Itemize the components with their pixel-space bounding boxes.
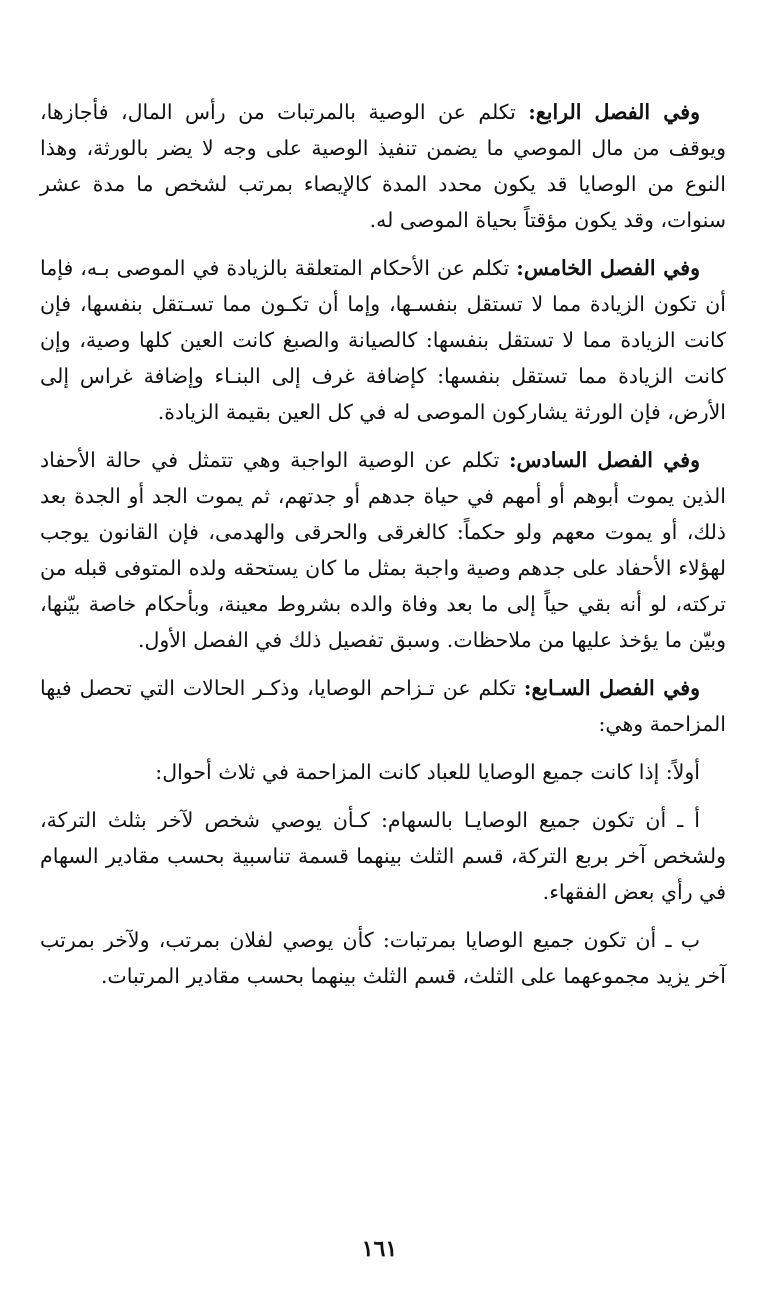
- paragraph-lead: وفي الفصل الرابع:: [528, 100, 700, 124]
- paragraph-lead: وفي الفصل السادس:: [508, 448, 701, 472]
- paragraph-text: أولاً: إذا كانت جميع الوصايا للعباد كانت المزاحمة في ثلاث أحوال:: [155, 760, 700, 784]
- paragraph-text: ب ـ أن تكون جميع الوصايا بمرتبات: كأن يوصي لفلان بمرتب، ولآخر بمرتب آخر يزيد مجموعهما على الثلث، قسم الثلث بينهما بحسب مقادير المرتبات.: [40, 928, 726, 988]
- paragraph-text: تكلم عن الوصية الواجبة وهي تتمثل في حالة الأحفاد الذين يموت أبوهم أو أمهم في حياة جدهم أو جدتهم، ثم يموت الجد أو الجدة بعد ذلك، أو يموت معهم ولو حكماً: كالغرقى والحرقى والهدمى، فإن القانون يوجب لهؤلاء الأحفاد على جدهم وصية واجبة بمثل ما كان يستحقه ولده المتوفى قبله من تركته، لو أنه بقي حياً إلى ما بعد وفاة والده بشروط معينة، وبأحكام خاصة بيّنها، وبيّن ما يؤخذ عليها من ملاحظات. وسبق تفصيل ذلك في الفصل الأول.: [40, 448, 726, 652]
- paragraph-chapter-5: [40, 250, 726, 430]
- paragraph-text: تكلم عن تـزاحم الوصايا، وذكـر الحالات التي تحصل فيها المزاحمة وهي:: [40, 676, 726, 736]
- paragraph-first-case: [40, 754, 726, 790]
- paragraph-text: تكلم عن الأحكام المتعلقة بالزيادة في الموصى بـه، فإما أن تكون الزيادة مما لا تستقل بنفسـها، وإما أن تكـون مما تسـتقل بنفسها، فإن كانت الزيادة مما لا تستقل بنفسها: كالصيانة والصبغ كانت العين كلها وصية، وإن كانت الزيادة مما تستقل بنفسها: كإضافة غرف إلى البنـاء وإضافة غراس إلى الأرض، فإن الورثة يشاركون الموصى له في كل العين بقيمة الزيادة.: [40, 256, 726, 424]
- paragraph-text: أ ـ أن تكون جميع الوصايـا بالسهام: كـأن يوصي شخص لآخر بثلث التركة، ولشخص آخر بربع التركة، قسم الثلث بينهما قسمة تناسبية بحسب مقادير السهام في رأي بعض الفقهاء.: [40, 808, 726, 904]
- paragraph-case-b: [40, 922, 726, 994]
- paragraph-lead: وفي الفصل السـابع:: [523, 676, 700, 700]
- paragraph-text: تكلم عن الوصية بالمرتبات من رأس المال، فأجازها، ويوقف من مال الموصي ما يضمن تنفيذ الوصية على وجه لا يضر بالورثة، وهذا النوع من الوصايا قد يكون محدد المدة كالإيصاء بمرتب لشخص ما مدة عشر سنوات، وقد يكون مؤقتاً بحياة الموصى له.: [40, 100, 726, 232]
- paragraph-chapter-4: [40, 94, 726, 238]
- paragraph-chapter-6: [40, 442, 726, 658]
- page-body: [40, 94, 726, 994]
- page-number: ١٦١: [361, 1236, 398, 1262]
- paragraph-case-a: [40, 802, 726, 910]
- paragraph-chapter-7: [40, 670, 726, 742]
- paragraph-lead: وفي الفصل الخامس:: [516, 256, 700, 280]
